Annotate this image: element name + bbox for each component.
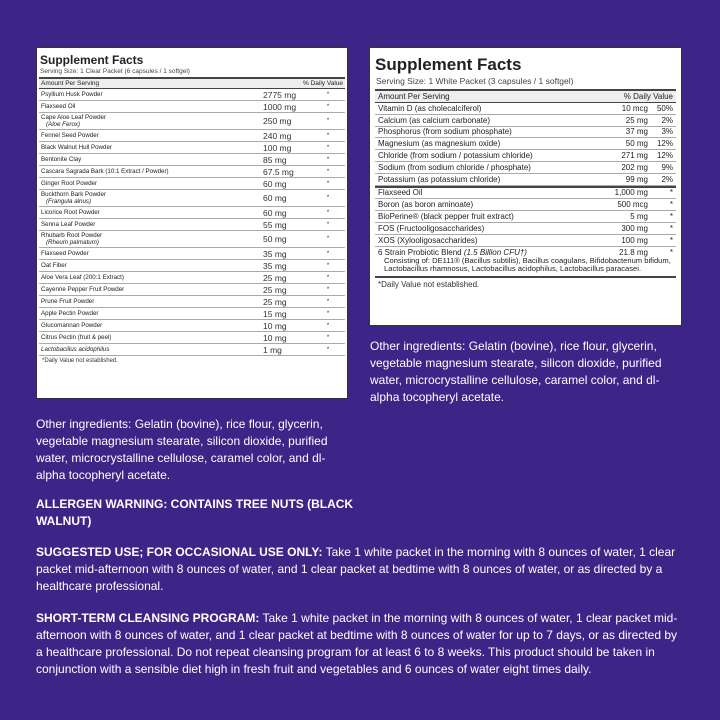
ingredient-amount: 1 mg: [263, 344, 282, 355]
nutrient-amount: 271 mg: [621, 151, 648, 161]
table-header: [375, 89, 676, 103]
nutrient-dv: *: [669, 235, 673, 245]
header-amount: Amount Per Serving: [378, 92, 450, 101]
ingredient-name: Apple Pectin Powder: [41, 310, 99, 317]
suggested-use-label: SUGGESTED USE; FOR OCCASIONAL USE ONLY:: [36, 545, 323, 559]
ingredient-dv: *: [326, 103, 330, 110]
footnote: *Daily Value not established.: [42, 358, 118, 364]
ingredient-dv: *: [326, 132, 330, 139]
cleansing-program: [36, 610, 686, 678]
nutrient-name: Calcium (as calcium carbonate): [378, 115, 491, 125]
nutrient-dv: 2%: [661, 174, 673, 184]
probiotic-name: 6 Strain Probiotic Blend: [378, 247, 462, 257]
ingredient-name: Buckthorn Bark Powder: [41, 191, 106, 198]
nutrient-dv: 9%: [661, 162, 673, 172]
nutrient-amount: 100 mg: [621, 235, 648, 245]
table-row: [375, 199, 676, 211]
probiotic-dv: *: [669, 247, 673, 257]
ingredient-amount: 55 mg: [263, 219, 287, 230]
ingredient-amount: 60 mg: [263, 178, 287, 189]
ingredient-botanical-name: (Rheum palmatum): [46, 239, 99, 246]
ingredient-dv: *: [326, 144, 330, 151]
allergen-warning: ALLERGEN WARNING: CONTAINS TREE NUTS (BLACK WALNUT): [36, 497, 354, 528]
ingredient-amount: 10 mg: [263, 320, 287, 331]
nutrient-name: Flaxseed Oil: [378, 188, 423, 198]
ingredient-dv: *: [326, 298, 330, 305]
ingredient-amount: 85 mg: [263, 154, 287, 165]
nutrient-name: Phosphorus (from sodium phosphate): [378, 127, 512, 137]
ingredient-amount: 240 mg: [263, 130, 292, 141]
nutrient-amount: 300 mg: [621, 223, 648, 233]
ingredient-dv: *: [326, 322, 330, 329]
table-row: [39, 272, 345, 284]
nutrient-dv: 3%: [661, 127, 673, 137]
panel-title: Supplement Facts: [40, 53, 144, 67]
ingredient-dv: *: [326, 168, 330, 175]
ingredient-name: Ginger Root Powder: [41, 180, 98, 187]
footnote: *Daily Value not established.: [378, 280, 480, 289]
header-amount: Amount Per Serving: [41, 80, 100, 87]
nutrient-name: Potassium (as potassium chloride): [378, 174, 501, 184]
table-row: [39, 231, 345, 248]
header-dv: % Daily Value: [623, 92, 673, 101]
nutrient-dv: 12%: [656, 151, 673, 161]
ingredient-amount: 1000 mg: [263, 101, 297, 112]
table-row: [375, 103, 676, 115]
ingredient-amount: 25 mg: [263, 272, 287, 283]
table-row: [39, 332, 345, 344]
table-row: [375, 235, 676, 247]
table-row: [39, 320, 345, 332]
nutrient-dv: *: [669, 200, 673, 210]
nutrient-dv: *: [669, 223, 673, 233]
table-row: [375, 174, 676, 186]
table-row: [39, 190, 345, 207]
table-row: [375, 127, 676, 139]
nutrient-name: XOS (Xylooligosaccharides): [378, 235, 478, 245]
nutrient-dv: *: [669, 212, 673, 222]
table-row: [39, 101, 345, 113]
ingredient-name: Flaxseed Powder: [41, 250, 89, 257]
ingredient-dv: *: [326, 209, 330, 216]
other-ingredients-clear: Other ingredients: Gelatin (bovine), rice flour, glycerin, vegetable magnesium stearate, silicon dioxide, purified water, microcrystalline cellulose, caramel color, and dl-alpha tocopheryl acetate.: [36, 417, 328, 482]
nutrient-name: BioPerine® (black pepper fruit extract): [378, 212, 514, 222]
other-ingredients-white: Other ingredients: Gelatin (bovine), rice flour, glycerin, vegetable magnesium stearate, silicon dioxide, purified water, microcrystalline cellulose, caramel color, and dl-alpha tocopheryl acetate.: [370, 339, 662, 404]
ingredient-amount: 25 mg: [263, 296, 287, 307]
nutrient-dv: 2%: [661, 115, 673, 125]
ingredient-amount: 250 mg: [263, 116, 292, 126]
ingredient-amount: 10 mg: [263, 332, 287, 343]
suggested-use: [36, 544, 686, 595]
ingredient-amount: 100 mg: [263, 142, 292, 153]
ingredient-name: Glucomannan Powder: [41, 322, 103, 329]
supplement-facts-clear-packet: [36, 47, 348, 399]
table-row: [375, 115, 676, 127]
nutrient-name: Sodium (from sodium chloride / phosphate): [378, 162, 531, 172]
ingredient-name: Aloe Vera Leaf (200:1 Extract): [41, 274, 124, 281]
table-row: [39, 89, 345, 101]
nutrient-amount: 1,000 mg: [614, 188, 648, 198]
nutrient-amount: 37 mg: [625, 127, 648, 137]
nutrient-name: FOS (Fructooligosaccharides): [378, 223, 485, 233]
nutrient-dv: 50%: [656, 103, 673, 113]
nutrient-dv: *: [669, 188, 673, 198]
table-row: [39, 308, 345, 320]
table-row: [375, 223, 676, 235]
ingredient-name: Psyllium Husk Powder: [41, 91, 103, 98]
ingredient-name: Senna Leaf Powder: [41, 221, 96, 228]
table-row: [39, 178, 345, 190]
ingredient-amount: 60 mg: [263, 207, 287, 218]
cleansing-program-label: SHORT-TERM CLEANSING PROGRAM:: [36, 611, 260, 625]
ingredient-name: Bentonite Clay: [41, 156, 82, 163]
ingredient-amount: 35 mg: [263, 260, 287, 271]
ingredient-dv: *: [326, 274, 330, 281]
ingredient-amount: 35 mg: [263, 248, 287, 259]
ingredient-botanical-name: (Frangula alnus): [46, 198, 92, 205]
nutrient-amount: 5 mg: [630, 212, 648, 222]
ingredient-amount: 67.5 mg: [263, 166, 294, 177]
table-row: [39, 207, 345, 219]
table-header: [39, 77, 345, 89]
ingredient-dv: *: [326, 346, 330, 353]
nutrient-amount: 500 mcg: [617, 200, 648, 210]
table-row: [39, 113, 345, 130]
table-row: [375, 162, 676, 174]
table-row: [39, 284, 345, 296]
ingredient-dv: *: [326, 262, 330, 269]
serving-size: Serving Size: 1 Clear Packet (6 capsules / 1 softgel): [40, 68, 190, 75]
ingredient-dv: *: [326, 195, 330, 201]
ingredient-dv: *: [326, 334, 330, 341]
ingredient-dv: *: [326, 156, 330, 163]
table-row: [375, 138, 676, 150]
ingredient-amount: 2775 mg: [263, 89, 297, 100]
table-row: [39, 344, 345, 356]
ingredient-name: Rhubarb Root Powder: [41, 232, 103, 239]
ingredient-name: Flaxseed Oil: [41, 103, 76, 110]
table-row: [375, 211, 676, 223]
probiotic-blend: [375, 247, 676, 278]
nutrient-amount: 99 mg: [625, 174, 648, 184]
probiotic-amount: 21.8 mg: [619, 247, 648, 257]
ingredient-dv: *: [326, 236, 330, 242]
ingredient-name: Cayenne Pepper Fruit Powder: [41, 286, 125, 293]
ingredient-amount: 15 mg: [263, 308, 287, 319]
table-row: [39, 260, 345, 272]
serving-size: Serving Size: 1 White Packet (3 capsules / 1 softgel): [376, 76, 574, 86]
ingredient-dv: *: [326, 250, 330, 257]
nutrient-dv: 12%: [656, 139, 673, 149]
nutrient-amount: 50 mg: [625, 139, 648, 149]
table-row: [375, 188, 676, 200]
header-dv: % Daily Value: [303, 80, 343, 87]
cleansing-program-text: Take 1 white packet in the morning with 8 ounces of water, 1 clear packet mid-afternoon with 8 ounces of water, and 1 clear packet at bedtime with 8 ounces of water for up to 7 days, or as directed by a healthcare professional. Do not repeat cleansing program for at least 6 to 8 weeks. This product should be taken in conjunction with a sensible diet high in fresh fruit and vegetables and 6 ounces of water eight times daily.: [36, 611, 678, 676]
ingredient-list: [39, 89, 345, 356]
probiotic-strains: Consisting of: DE111® (Bacillus subtilis), Bacillus coagulans, Bifidobacterium bifidum, Lactobacillus rhamnosus, Lactobacillus acidophilus, Lactobacillus paracasei.: [384, 255, 671, 274]
ingredient-dv: *: [326, 221, 330, 228]
ingredient-botanical-name: (Aloe Ferox): [46, 121, 81, 128]
table-row: [39, 166, 345, 178]
ingredient-dv: *: [326, 118, 330, 124]
ingredient-amount: 25 mg: [263, 284, 287, 295]
ingredient-name: Black Walnut Hull Powder: [41, 144, 112, 151]
nutrient-name: Boron (as boron aminoate): [378, 200, 474, 210]
ingredient-name: Citrus Pectin (fruit & peel): [41, 334, 112, 341]
ingredient-name: Fennel Seed Powder: [41, 132, 99, 139]
nutrient-name: Magnesium (as magnesium oxide): [378, 139, 501, 149]
panel-title: Supplement Facts: [375, 55, 522, 74]
ingredient-name: Licorice Root Powder: [41, 209, 100, 216]
ingredient-dv: *: [326, 180, 330, 187]
table-row: [39, 296, 345, 308]
probiotic-cfu: (1.5 Billion CFU†): [463, 247, 527, 257]
ingredient-name: Cape Aloe Leaf Powder: [41, 114, 107, 121]
ingredient-dv: *: [326, 91, 330, 98]
nutrient-amount: 202 mg: [621, 162, 648, 172]
ingredient-dv: *: [326, 286, 330, 293]
table-row: [39, 142, 345, 154]
ingredient-name: Lactobacillus acidophilus: [41, 346, 110, 353]
table-row: [39, 248, 345, 260]
supplement-facts-white-packet: [369, 47, 682, 326]
ingredient-amount: 60 mg: [263, 193, 287, 203]
ingredient-name: Cascara Sagrada Bark (10:1 Extract / Powder): [41, 168, 169, 175]
table-row: [39, 154, 345, 166]
nutrient-name: Chloride (from sodium / potassium chloride): [378, 151, 533, 161]
nutrient-amount: 25 mg: [625, 115, 648, 125]
ingredient-name: Oat Fiber: [41, 262, 67, 269]
ingredient-dv: *: [326, 310, 330, 317]
nutrient-name: Vitamin D (as cholecalciferol): [378, 103, 482, 113]
table-row: [39, 130, 345, 142]
suggested-use-text: Take 1 white packet in the morning with 8 ounces of water, 1 clear packet mid-afternoon with 8 ounces of water, and 1 clear packet at bedtime with 8 ounces of water, or as directed by a healthcare professional.: [36, 545, 676, 593]
table-row: [375, 150, 676, 162]
other-ingredient-list: [375, 186, 676, 247]
nutrient-amount: 10 mcg: [621, 103, 648, 113]
ingredient-name: Prune Fruit Powder: [41, 298, 95, 305]
ingredient-amount: 50 mg: [263, 234, 287, 244]
vitamin-list: [375, 103, 676, 186]
table-row: [39, 219, 345, 231]
